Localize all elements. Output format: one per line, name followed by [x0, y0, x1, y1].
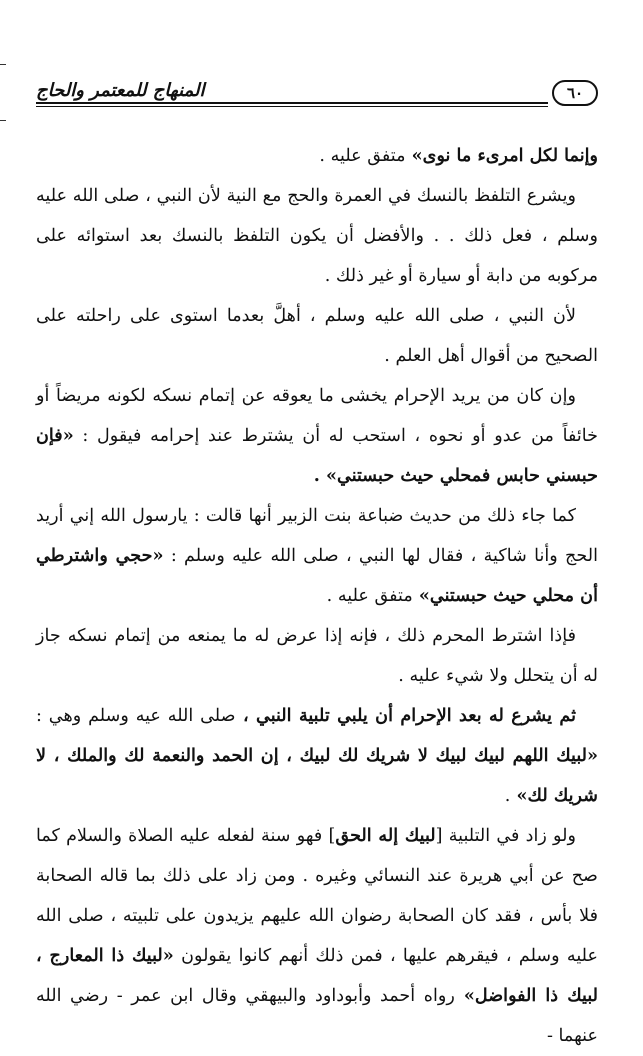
text-run: ] فهو سنة لفعله عليه الصلاة والسلام كما صح عن أبي هريرة عند النسائي وغيره . ومن زاد على ذلك بما قاله الصحابة فلا بأس ، فقد كان الصحابة رضوان الله عليهم يزيدون على تلبيته ، صلى الله عليه وسلم ، فيقرهم عليها ، فمن ذلك أنهم كانوا يقولون	[36, 826, 598, 966]
text-run: وإن كان من يريد الإحرام يخشى ما يعوقه عن إتمام نسكه لكونه مريضاً أو خائفاً من عدو أو نحوه ، استحب له أن يشترط عند إحرامه فيقول :	[36, 386, 598, 446]
paragraph	[36, 176, 598, 296]
paragraph	[36, 816, 598, 1056]
text-run: .	[504, 786, 511, 806]
text-run: ولو زاد في التلبية [	[435, 826, 576, 846]
paragraph	[36, 136, 598, 176]
text-run: متفق عليه .	[326, 586, 413, 606]
paragraph	[36, 696, 598, 816]
page-header	[36, 78, 598, 112]
paragraph	[36, 296, 598, 376]
running-title: المنهاج للمعتمر والحاج	[36, 80, 205, 101]
bold-text-run: «لبيك ذا المعارج ، لبيك ذا الفواضل»	[36, 945, 599, 1006]
header-rule	[36, 102, 548, 107]
scan-edge-mark	[0, 120, 6, 121]
bold-text-run: لبيك إله الحق	[335, 825, 436, 846]
text-run: لأن النبي ، صلى الله عليه وسلم ، أهلَّ بعدما استوى على راحلته على الصحيح من أقوال أهل العلم .	[36, 306, 598, 366]
text-run: صلى الله عيه وسلم وهي :	[36, 706, 236, 726]
text-run: ويشرع التلفظ بالنسك في العمرة والحج مع النية لأن النبي ، صلى الله عليه وسلم ، فعل ذلك . . والأفضل أن يكون التلفظ بالنسك بعد استوائه على مركوبه من دابة أو سيارة أو غير ذلك .	[36, 186, 598, 286]
paragraph	[36, 376, 598, 496]
bold-text-run: «فإن حبسني حابس فمحلي حيث حبستني» .	[36, 425, 598, 486]
text-run: فإذا اشترط المحرم ذلك ، فإنه إذا عرض له ما يمنعه من إتمام نسكه جاز له أن يتحلل ولا شيء عليه .	[36, 626, 598, 686]
scan-edge-mark	[0, 64, 6, 65]
text-run: كما جاء ذلك من حديث ضباعة بنت الزبير أنها قالت : يارسول الله إني أريد الحج وأنا شاكية ، فقال لها النبي ، صلى الله عليه وسلم :	[36, 506, 598, 566]
text-run: متفق عليه .	[319, 146, 406, 166]
page-number: ٦٠	[552, 80, 598, 106]
paragraph	[36, 496, 598, 616]
bold-text-run: «حجي واشترطي أن محلي حيث حبستني»	[36, 545, 598, 606]
bold-text-run: وإنما لكل امرىء ما نوى»	[405, 145, 598, 166]
bold-text-run: ثم يشرع له بعد الإحرام أن يلبي تلبية النبي ،	[235, 705, 576, 726]
paragraph	[36, 616, 598, 696]
bold-text-run: «لبيك اللهم لبيك لبيك لا شريك لك لبيك ، إن الحمد والنعمة لك والملك ، لا شريك لك»	[36, 745, 598, 806]
page-body	[36, 136, 598, 1056]
text-run: رواه أحمد وأبوداود والبيهقي وقال ابن عمر - رضي الله عنهما -	[36, 986, 598, 1046]
